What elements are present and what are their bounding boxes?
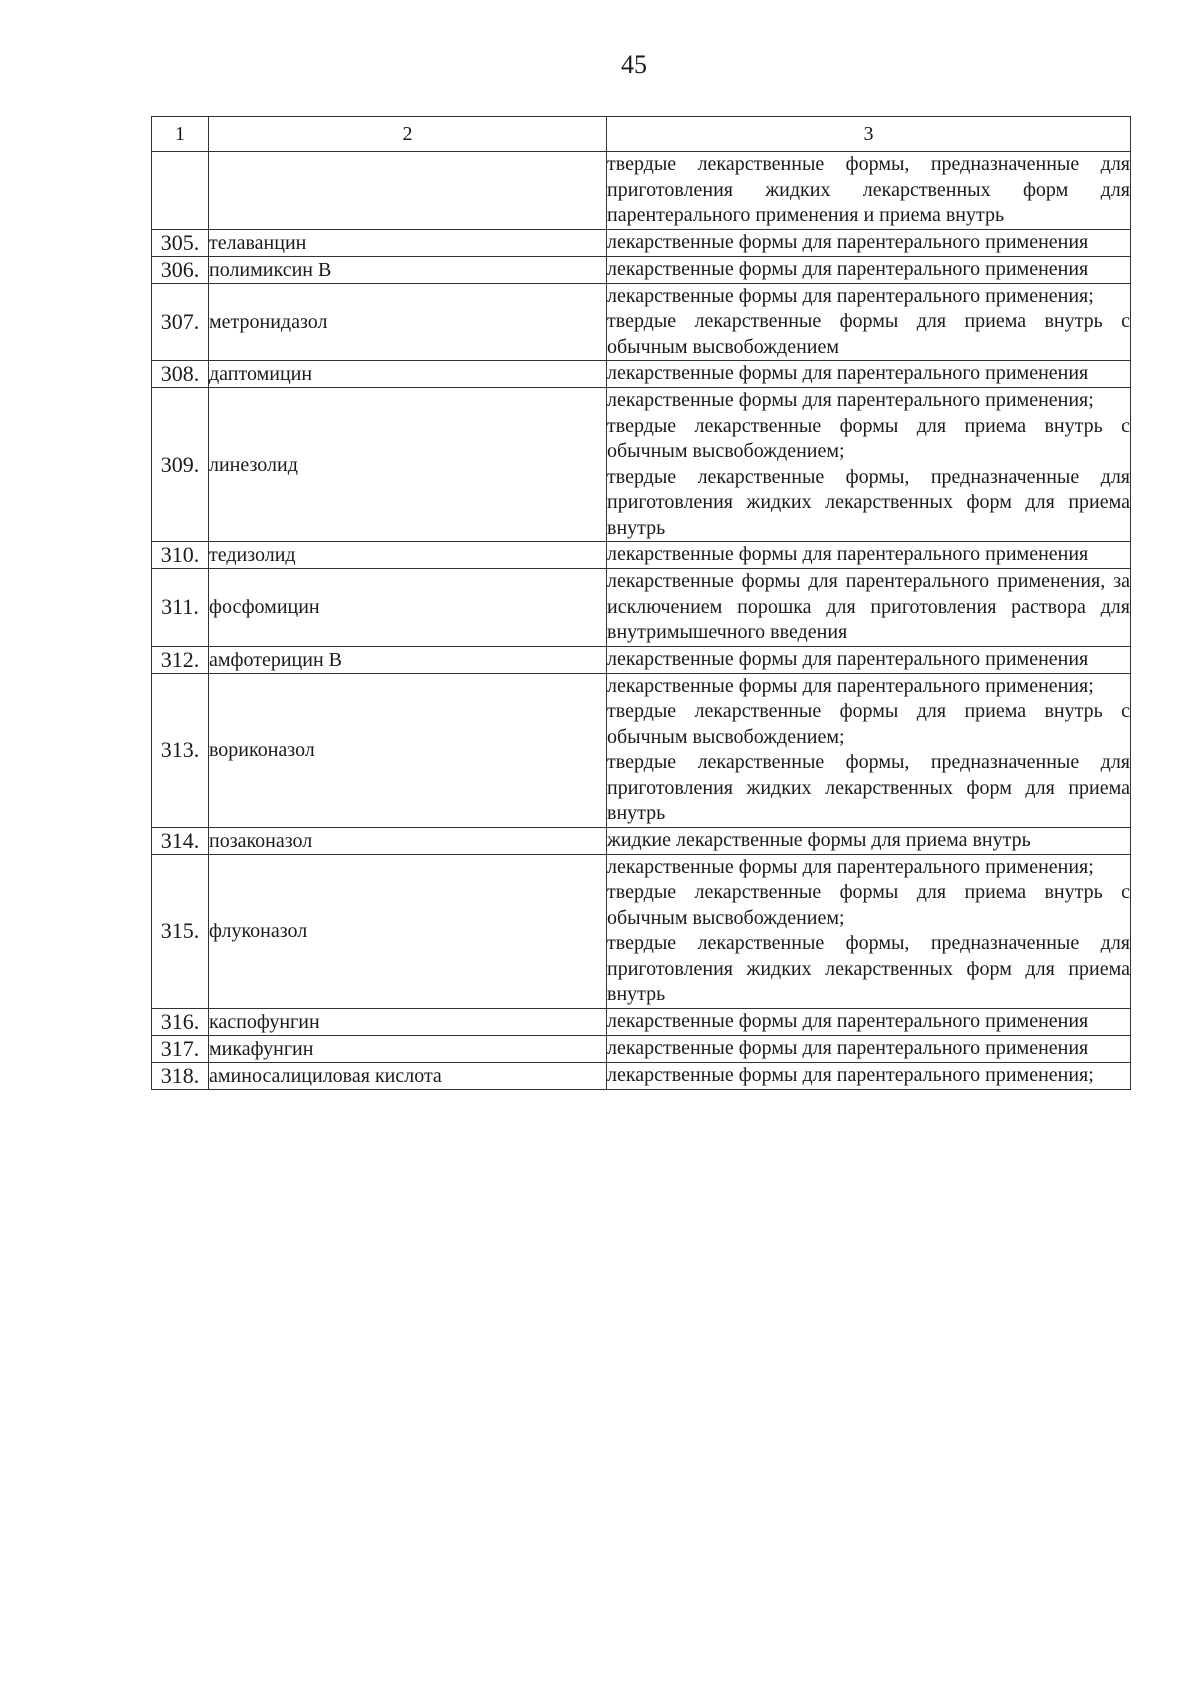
table-header-row	[152, 117, 1131, 152]
drug-name: амфотерицин В	[209, 646, 607, 673]
dosage-forms	[607, 152, 1131, 230]
dosage-forms	[607, 229, 1131, 256]
dosage-form-text: твердые лекарственные формы, предназначенные для приготовления жидких лекарственных форм для приема внутрь	[607, 751, 1130, 824]
dosage-form-text: лекарственные формы для парентерального применения	[607, 647, 1089, 670]
table-row	[152, 1008, 1131, 1035]
drug-name: метронидазол	[209, 283, 607, 361]
dosage-form-text: лекарственные формы для парентерального применения	[607, 257, 1089, 280]
table-row	[152, 152, 1131, 230]
table-row	[152, 569, 1131, 647]
column-header: 1	[152, 117, 209, 152]
dosage-form-text: лекарственные формы для парентерального применения	[607, 1036, 1089, 1059]
dosage-form-text: лекарственные формы для парентерального применения;	[607, 389, 1094, 411]
drug-name: позаконазол	[209, 827, 607, 854]
row-number: 306.	[152, 256, 209, 283]
row-number: 309.	[152, 388, 209, 542]
table-row	[152, 229, 1131, 256]
dosage-forms	[607, 827, 1131, 854]
dosage-forms	[607, 854, 1131, 1008]
dosage-forms	[607, 361, 1131, 388]
drug-name: даптомицин	[209, 361, 607, 388]
dosage-form-text: лекарственные формы для парентерального применения;	[607, 1063, 1094, 1086]
row-number: 310.	[152, 542, 209, 569]
dosage-forms	[607, 1062, 1131, 1089]
drug-name: тедизолид	[209, 542, 607, 569]
dosage-forms	[607, 542, 1131, 569]
dosage-form-text: твердые лекарственные формы для приема внутрь с обычным высвобождением	[607, 310, 1130, 358]
row-number: 315.	[152, 854, 209, 1008]
dosage-forms	[607, 388, 1131, 542]
table-row	[152, 673, 1131, 827]
row-number: 308.	[152, 361, 209, 388]
dosage-form-text: твердые лекарственные формы для приема внутрь с обычным высвобождением;	[607, 414, 1130, 462]
drug-name: телаванцин	[209, 229, 607, 256]
dosage-form-text: лекарственные формы для парентерального применения	[607, 362, 1089, 385]
drug-name	[209, 152, 607, 230]
dosage-form-text: твердые лекарственные формы для приема внутрь с обычным высвобождением;	[607, 881, 1130, 929]
dosage-form-text: лекарственные формы для парентерального применения, за исключением порошка для приготовления раствора для внутримышечного введения	[607, 570, 1130, 643]
row-number: 318.	[152, 1062, 209, 1089]
drug-name: аминосалициловая кислота	[209, 1062, 607, 1089]
table-row	[152, 854, 1131, 1008]
drug-name: флуконазол	[209, 854, 607, 1008]
row-number: 305.	[152, 229, 209, 256]
drug-table	[151, 116, 1131, 1090]
column-header: 2	[209, 117, 607, 152]
dosage-form-text: лекарственные формы для парентерального применения	[607, 230, 1089, 253]
dosage-forms	[607, 673, 1131, 827]
drug-name: линезолид	[209, 388, 607, 542]
dosage-forms	[607, 646, 1131, 673]
drug-name: вориконазол	[209, 673, 607, 827]
row-number: 316.	[152, 1008, 209, 1035]
table-row	[152, 283, 1131, 361]
dosage-forms	[607, 283, 1131, 361]
row-number: 313.	[152, 673, 209, 827]
dosage-form-text: лекарственные формы для парентерального применения	[607, 543, 1089, 566]
table-row	[152, 256, 1131, 283]
drug-name: микафунгин	[209, 1035, 607, 1062]
dosage-form-text: твердые лекарственные формы, предназначенные для приготовления жидких лекарственных форм для парентерального применения и приема внутрь	[607, 153, 1130, 226]
dosage-forms	[607, 256, 1131, 283]
drug-name: полимиксин В	[209, 256, 607, 283]
table-row	[152, 361, 1131, 388]
row-number	[152, 152, 209, 230]
table-row	[152, 1035, 1131, 1062]
dosage-form-text: жидкие лекарственные формы для приема внутрь	[607, 828, 1031, 851]
dosage-forms	[607, 569, 1131, 647]
table-row	[152, 388, 1131, 542]
table-row	[152, 542, 1131, 569]
page-number: 45	[621, 50, 647, 79]
row-number: 317.	[152, 1035, 209, 1062]
row-number: 312.	[152, 646, 209, 673]
drug-name: каспофунгин	[209, 1008, 607, 1035]
dosage-form-text: лекарственные формы для парентерального применения;	[607, 674, 1094, 697]
drug-name: фосфомицин	[209, 569, 607, 647]
column-header: 3	[607, 117, 1131, 152]
dosage-forms	[607, 1008, 1131, 1035]
dosage-form-text: твердые лекарственные формы, предназначенные для приготовления жидких лекарственных форм для приема внутрь	[607, 932, 1130, 1005]
row-number: 314.	[152, 827, 209, 854]
dosage-form-text: лекарственные формы для парентерального применения;	[607, 284, 1094, 307]
row-number: 307.	[152, 283, 209, 361]
dosage-form-text: лекарственные формы для парентерального применения	[607, 1009, 1089, 1032]
dosage-form-text: твердые лекарственные формы для приема внутрь с обычным высвобождением;	[607, 700, 1130, 748]
table-row	[152, 646, 1131, 673]
table-row	[152, 827, 1131, 854]
dosage-forms	[607, 1035, 1131, 1062]
dosage-form-text: лекарственные формы для парентерального применения;	[607, 855, 1094, 878]
dosage-form-text: твердые лекарственные формы, предназначенные для приготовления жидких лекарственных форм для приема внутрь	[607, 465, 1130, 539]
row-number: 311.	[152, 569, 209, 647]
table-row	[152, 1062, 1131, 1089]
